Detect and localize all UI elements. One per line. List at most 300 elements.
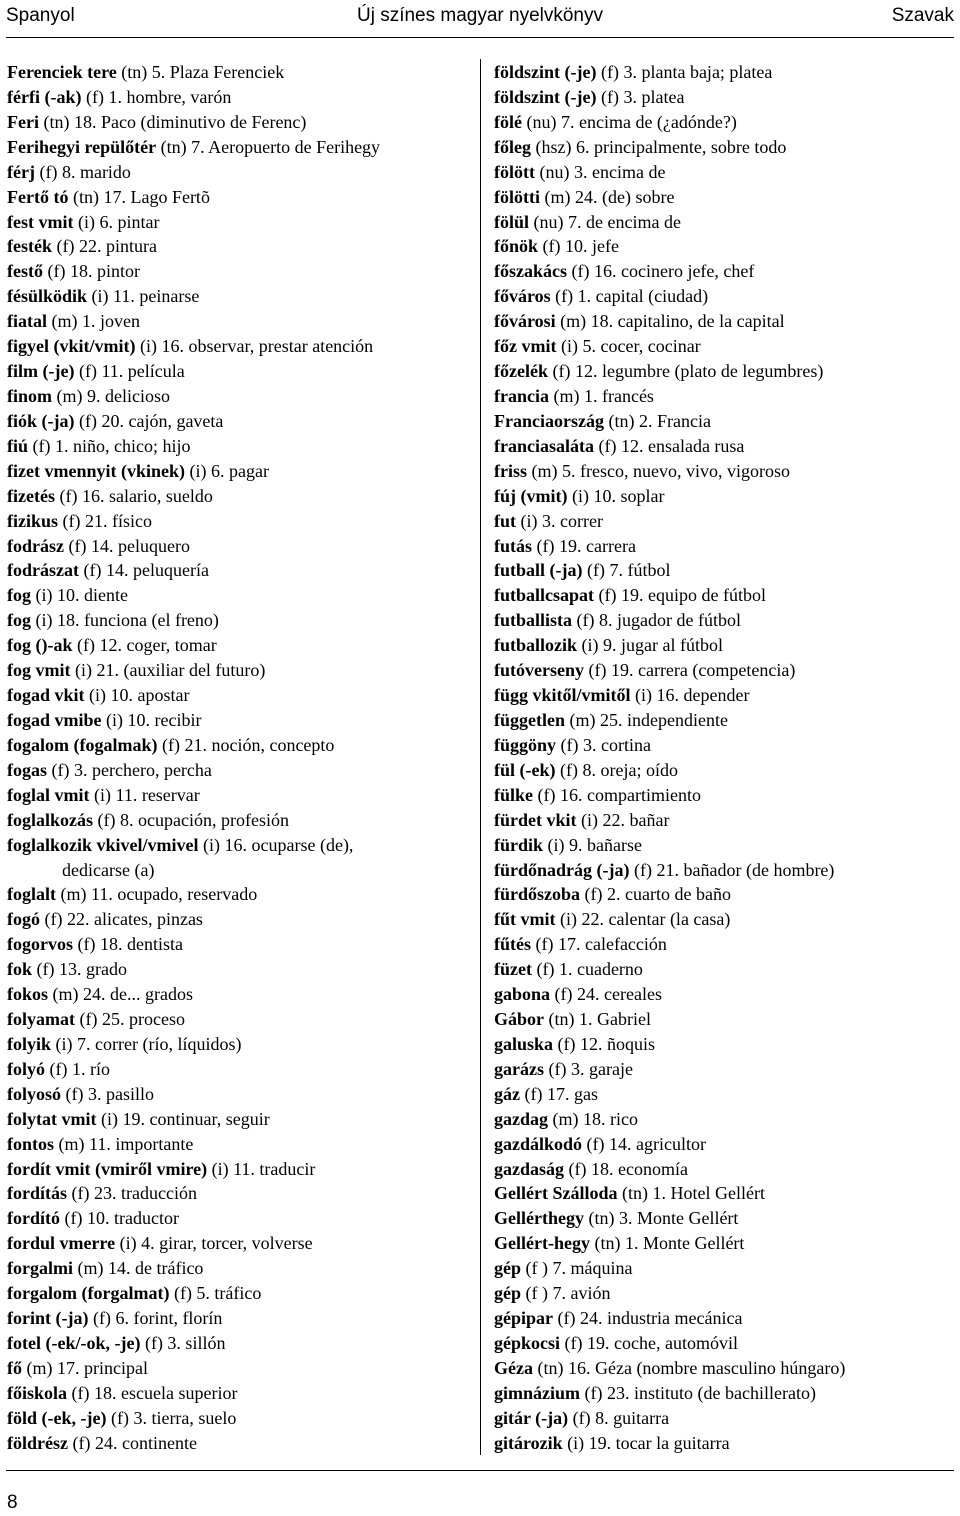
glossary-entry [7,1032,477,1057]
entry-definition: (nu) 7. encima de (¿adónde?) [521,111,737,132]
entry-headword: gépipar [494,1308,554,1329]
entry-definition: (f) 8. guitarra [568,1407,670,1428]
glossary-entry [494,1082,954,1107]
entry-headword: fúj (vmit) [494,485,568,506]
entry-definition: (m) 11. importante [54,1133,194,1154]
glossary-entry [494,384,954,409]
entry-headword: foglal vmit [7,784,90,805]
entry-definition: (f) 16. salario, sueldo [54,485,213,506]
entry-definition: (f) 3. planta baja; platea [596,62,773,82]
glossary-entry [7,185,477,210]
entry-headword: foglalkozás [7,809,94,830]
glossary-entry [7,434,477,459]
glossary-entry [7,1256,477,1281]
entry-headword: fog [7,585,31,606]
glossary-entry [494,932,954,957]
glossary-entry [494,683,954,708]
glossary-column-right [494,60,954,1456]
entry-definition: (f) 1. hombre, varón [81,86,232,107]
entry-headword: Ferenciek tere [7,62,117,82]
entry-definition: (m) 18. capitalino, de la capital [555,311,785,332]
entry-definition: (i) 10. recibir [101,709,202,730]
entry-definition: (f) 21. noción, concepto [157,734,335,755]
entry-definition: (i) 6. pagar [184,460,269,481]
entry-definition: (i) 11. traducir [207,1158,316,1179]
entry-headword: fésülködik [7,286,88,307]
entry-headword: fizet vmennyit (vkinek) [7,460,185,481]
entry-headword: forint (-ja) [7,1308,89,1329]
entry-headword: foglalkozik vkivel/vmivel [7,834,199,855]
entry-definition: (f) 7. fútbol [582,560,671,581]
entry-definition: (f) 12. ñoquis [553,1033,656,1054]
glossary-entry [7,509,477,534]
glossary-entry [7,932,477,957]
entry-headword: fodrászat [7,560,79,581]
entry-headword: festő [7,261,43,282]
entry-definition: (tn) 1. Monte Gellért [589,1233,745,1254]
entry-headword: Ferihegyi repülőtér [7,136,157,157]
entry-definition: (f) 24. industria mecánica [553,1308,743,1329]
glossary-entry [7,309,477,334]
entry-definition: (f) 18. pintor [42,261,140,282]
entry-definition: (m) 25. independiente [565,709,728,730]
entry-definition: (tn) 16. Géza (nombre masculino húngaro) [532,1357,846,1378]
header-section: Szavak [891,5,954,26]
entry-definition: (f) 13. grado [32,959,127,980]
entry-definition: (i) 18. funciona (el freno) [31,610,219,631]
glossary-entry [494,1181,954,1206]
entry-headword: fogó [7,909,40,930]
glossary-entry [494,783,954,808]
entry-headword: forgalmi [7,1258,73,1279]
entry-headword: fölött [494,161,535,182]
glossary-entry [494,1206,954,1231]
entry-definition: (m) 24. (de) sobre [539,186,675,207]
glossary-entry [7,882,477,907]
glossary-entry [494,982,954,1007]
glossary-entry [494,608,954,633]
glossary-entry [7,210,477,235]
glossary-entry [7,608,477,633]
entry-headword: fodrász [7,535,64,556]
entry-definition: (i) 10. soplar [567,485,665,506]
glossary-entry [494,1406,954,1431]
entry-definition: (tn) 18. Paco (diminutivo de Ferenc) [38,111,307,132]
glossary-entry [7,1331,477,1356]
entry-definition: (f) 8. marido [34,161,131,182]
entry-definition: (f) 21. bañador (de hombre) [629,859,835,880]
entry-definition: (f) 19. coche, automóvil [560,1333,738,1354]
entry-definition: (m) 24. de... grados [48,984,193,1005]
entry-headword: folyosó [7,1083,61,1104]
entry-definition: (f) 14. peluquero [64,535,190,556]
entry-headword: fordító [7,1208,60,1229]
entry-definition: (i) 3. correr [516,510,603,531]
entry-definition: (nu) 3. encima de [534,161,666,182]
glossary-entry [494,758,954,783]
entry-definition: (f) 12. coger, tomar [72,635,217,656]
entry-headword: Fertő tó [7,186,69,207]
glossary-entry [494,658,954,683]
entry-headword: gitározik [494,1432,563,1453]
header-rule [6,37,954,38]
entry-headword: fut [494,510,516,531]
entry-definition: (i) 6. pintar [73,211,160,232]
glossary-entry [494,1431,954,1456]
glossary-entry [7,1281,477,1306]
entry-definition: (f) 10. traductor [60,1208,179,1229]
entry-definition: (f) 5. tráfico [169,1283,262,1304]
entry-headword: fizetés [7,485,55,506]
entry-definition: (f) 14. agricultor [582,1133,706,1154]
column-divider [480,59,481,1455]
glossary-entry [494,110,954,135]
glossary-entry [494,808,954,833]
entry-headword: fülke [494,784,534,805]
entry-definition: (i) 4. girar, torcer, volverse [115,1233,313,1254]
glossary-entry [7,1007,477,1032]
glossary-entry [7,1381,477,1406]
entry-definition: (f) 12. ensalada rusa [593,435,745,456]
entry-definition: (f) 16. cocinero jefe, chef [567,261,755,282]
glossary-entry [7,1107,477,1132]
entry-headword: gép [494,1283,521,1304]
glossary-entry [7,733,477,758]
entry-headword: fog ()-ak [7,635,73,656]
entry-headword: fogas [7,759,47,780]
entry-headword: férfi (-ak) [7,86,82,107]
entry-definition: (f) 2. cuarto de baño [580,884,731,905]
glossary-entry [494,185,954,210]
entry-headword: fogad vkit [7,685,85,706]
entry-definition: (f) 16. compartimiento [533,784,701,805]
entry-headword: főváros [494,286,551,307]
entry-definition: (m) 9. delicioso [52,385,170,406]
glossary-entry [494,1157,954,1182]
glossary-entry [7,1082,477,1107]
entry-definition: (m) 11. ocupado, reservado [56,884,258,905]
entry-definition: (f) 18. economía [564,1158,688,1179]
entry-definition-continuation: dedicarse (a) [62,859,155,880]
entry-definition: (i) 22. calentar (la casa) [555,909,731,930]
entry-headword: folytat vmit [7,1108,97,1129]
glossary-entry [494,284,954,309]
entry-headword: fog [7,610,31,631]
entry-headword: finom [7,385,52,406]
glossary-entry [7,334,477,359]
glossary-entry [494,1381,954,1406]
entry-definition: (tn) 3. Monte Gellért [583,1208,739,1229]
glossary-entry [494,509,954,534]
entry-headword: férj [7,161,35,182]
glossary-entry [494,1256,954,1281]
entry-definition: (f) 18. dentista [73,934,183,955]
entry-headword: gimnázium [494,1382,581,1403]
entry-definition: (m) 17. principal [22,1357,148,1378]
entry-definition: (i) 22. bañar [576,809,670,830]
entry-definition: (nu) 7. de encima de [529,211,681,232]
glossary-entry [494,708,954,733]
entry-definition: (f) 21. físico [58,510,152,531]
entry-headword: gabona [494,984,551,1005]
glossary-entry [7,1306,477,1331]
glossary-entry [7,160,477,185]
glossary-entry [494,259,954,284]
glossary-entry [7,982,477,1007]
entry-definition: (f ) 7. máquina [521,1258,633,1279]
entry-headword: Feri [7,111,39,132]
entry-definition: (i) 11. reservar [89,784,200,805]
glossary-entry [7,783,477,808]
entry-headword: földszint (-je) [494,86,597,107]
glossary-entry [494,135,954,160]
glossary-entry [7,459,477,484]
entry-definition: (f) 19. carrera [532,535,636,556]
entry-headword: friss [494,460,527,481]
glossary-entry [494,459,954,484]
entry-headword: futás [494,535,533,556]
entry-definition: (f) 18. escuela superior [67,1382,238,1403]
entry-definition: (f) 25. proceso [74,1009,185,1030]
entry-headword: fordul vmerre [7,1233,116,1254]
entry-headword: fiók (-ja) [7,410,75,431]
entry-definition: (i) 16. depender [630,685,750,706]
glossary-entry [7,1206,477,1231]
entry-definition: (i) 16. observar, prestar atención [135,336,374,357]
entry-headword: függöny [494,734,557,755]
entry-headword: futballcsapat [494,585,595,606]
entry-headword: gép [494,1258,521,1279]
entry-definition: (f) 3. perchero, percha [47,759,212,780]
entry-headword: fest vmit [7,211,74,232]
entry-headword: fogalom (fogalmak) [7,734,158,755]
glossary-entry [494,1306,954,1331]
entry-definition: (m) 1. joven [47,311,140,332]
entry-headword: francia [494,385,549,406]
entry-headword: fogorvos [7,934,73,955]
entry-definition: (f) 24. continente [67,1432,197,1453]
glossary-entry [7,583,477,608]
glossary-entry [494,160,954,185]
entry-headword: futballista [494,610,573,631]
entry-headword: Gellért-hegy [494,1233,590,1254]
glossary-entry [7,1431,477,1456]
entry-headword: Gábor [494,1009,545,1030]
entry-definition: (m) 1. francés [548,385,654,406]
entry-definition: (i) 10. diente [31,585,128,606]
entry-headword: fog vmit [7,660,71,681]
glossary-entry [7,359,477,384]
entry-headword: fővárosi [494,311,556,332]
glossary-entry [7,683,477,708]
glossary-entry [494,633,954,658]
glossary-entry [7,1157,477,1182]
entry-headword: fok [7,959,33,980]
entry-headword: futballozik [494,635,578,656]
entry-definition: (f) 19. carrera (competencia) [583,660,796,681]
entry-headword: fiatal [7,311,47,332]
glossary-entry [494,1281,954,1306]
glossary-entry [494,1057,954,1082]
entry-definition: (f) 14. peluquería [78,560,209,581]
entry-definition: (tn) 5. Plaza Ferenciek [116,62,285,82]
entry-definition: (i) 11. peinarse [87,286,200,307]
entry-headword: fűtés [494,934,531,955]
entry-headword: fő [7,1357,22,1378]
glossary-entry [494,833,954,858]
glossary-entry [494,558,954,583]
glossary-entry [494,234,954,259]
entry-definition: (i) 7. correr (río, líquidos) [51,1033,242,1054]
glossary-entry [494,434,954,459]
entry-definition: (i) 5. cocer, cocinar [556,336,701,357]
entry-definition: (f) 11. película [74,361,185,382]
entry-headword: Franciaország [494,410,604,431]
entry-definition: (f ) 7. avión [521,1283,611,1304]
glossary-entry [7,60,477,85]
glossary-entry [494,85,954,110]
header-language: Spanyol [6,5,75,26]
entry-headword: galuska [494,1033,554,1054]
glossary-entry [494,882,954,907]
glossary-entry [494,907,954,932]
glossary-entry [7,259,477,284]
glossary-entry [7,633,477,658]
entry-definition: (i) 19. tocar la guitarra [562,1432,730,1453]
entry-headword: fürdőszoba [494,884,581,905]
entry-definition: (f) 1. niño, chico; hijo [28,435,191,456]
glossary-entry [7,484,477,509]
entry-headword: főnök [494,236,539,257]
entry-definition: (i) 21. (auxiliar del futuro) [70,660,266,681]
entry-headword: Gellért Szálloda [494,1183,618,1204]
entry-headword: festék [7,236,52,257]
entry-definition: (f) 12. legumbre (plato de legumbres) [547,361,824,382]
entry-headword: film (-je) [7,361,75,382]
entry-headword: függ vkitől/vmitől [494,685,631,706]
entry-headword: fokos [7,984,49,1005]
entry-headword: folyik [7,1033,52,1054]
glossary-entry [494,210,954,235]
glossary-entry [7,957,477,982]
entry-headword: gazdaság [494,1158,565,1179]
glossary-entry [7,907,477,932]
entry-headword: gitár (-ja) [494,1407,569,1428]
entry-headword: fűt vmit [494,909,556,930]
header-book-title: Új színes magyar nyelvkönyv [356,5,604,26]
entry-definition: (f) 8. oreja; oído [555,759,678,780]
glossary-entry [7,558,477,583]
page-header [6,5,954,31]
entry-definition: (i) 19. continuar, seguir [96,1108,270,1129]
entry-definition: (f) 6. forint, florín [88,1308,223,1329]
glossary-entry [494,309,954,334]
entry-headword: főleg [494,136,531,157]
entry-definition: (f) 24. cereales [550,984,662,1005]
entry-headword: főz vmit [494,336,557,357]
entry-headword: főiskola [7,1382,68,1403]
entry-headword: földrész [7,1432,68,1453]
entry-definition: (i) 9. jugar al fútbol [577,635,723,656]
glossary-entry [494,583,954,608]
entry-headword: földszint (-je) [494,62,597,82]
glossary-entry [7,409,477,434]
glossary-entry [7,758,477,783]
glossary-entry [7,85,477,110]
entry-headword: fölül [494,211,530,232]
glossary-entry [494,334,954,359]
glossary-entry [7,284,477,309]
entry-definition: (m) 5. fresco, nuevo, vivo, vigoroso [527,460,790,481]
entry-headword: független [494,709,565,730]
entry-headword: fül (-ek) [494,759,556,780]
entry-definition: (f) 3. tierra, suelo [106,1407,237,1428]
entry-definition: (i) 16. ocuparse (de), [198,834,354,855]
glossary-entry [494,1032,954,1057]
entry-definition: (f) 8. jugador de fútbol [572,610,741,631]
glossary-entry [494,733,954,758]
entry-definition: (f) 23. instituto (de bachillerato) [580,1382,816,1403]
glossary-entry [494,359,954,384]
entry-headword: fontos [7,1133,55,1154]
entry-definition: (m) 18. rico [548,1108,638,1129]
glossary-entry [7,1406,477,1431]
entry-headword: fürdőnadrág (-ja) [494,859,630,880]
entry-headword: fölötti [494,186,540,207]
entry-definition: (i) 9. bañarse [543,834,642,855]
entry-definition: (f) 20. cajón, gaveta [74,410,224,431]
entry-definition: (i) 10. apostar [84,685,190,706]
entry-definition: (f) 8. ocupación, profesión [93,809,289,830]
glossary-entry [494,60,954,85]
entry-definition: (tn) 17. Lago Fertõ [68,186,210,207]
entry-definition: (tn) 7. Aeropuerto de Ferihegy [156,136,381,157]
glossary-entry [494,957,954,982]
entry-headword: fotel (-ek/-ok, -je) [7,1333,141,1354]
entry-headword: Gellérthegy [494,1208,584,1229]
entry-headword: folyó [7,1058,45,1079]
entry-definition: (f) 3. platea [596,86,685,107]
glossary-entry [7,534,477,559]
glossary-entry [494,1231,954,1256]
glossary-entry [7,833,477,883]
entry-headword: gáz [494,1083,520,1104]
glossary-entry [7,708,477,733]
entry-headword: füzet [494,959,532,980]
entry-headword: forgalom (forgalmat) [7,1283,170,1304]
entry-definition: (f) 1. río [45,1058,110,1079]
entry-headword: gépkocsi [494,1333,561,1354]
entry-definition: (m) 14. de tráfico [72,1258,204,1279]
glossary-entry [7,1132,477,1157]
entry-definition: (f) 19. equipo de fútbol [594,585,766,606]
entry-definition: (tn) 2. Francia [603,410,711,431]
glossary-entry [7,1181,477,1206]
glossary-entry [494,1331,954,1356]
entry-definition: (f) 3. cortina [556,734,651,755]
entry-definition: (f) 23. traducción [67,1183,197,1204]
glossary-entry [494,1356,954,1381]
entry-definition: (f) 1. cuaderno [531,959,643,980]
entry-definition: (f) 3. garaje [543,1058,633,1079]
entry-definition: (f) 17. calefacción [531,934,667,955]
entry-definition: (f) 3. sillón [140,1333,226,1354]
entry-definition: (f) 22. alicates, pinzas [40,909,203,930]
entry-headword: folyamat [7,1009,75,1030]
entry-headword: foglalt [7,884,56,905]
entry-headword: fölé [494,111,522,132]
entry-headword: fizikus [7,510,59,531]
